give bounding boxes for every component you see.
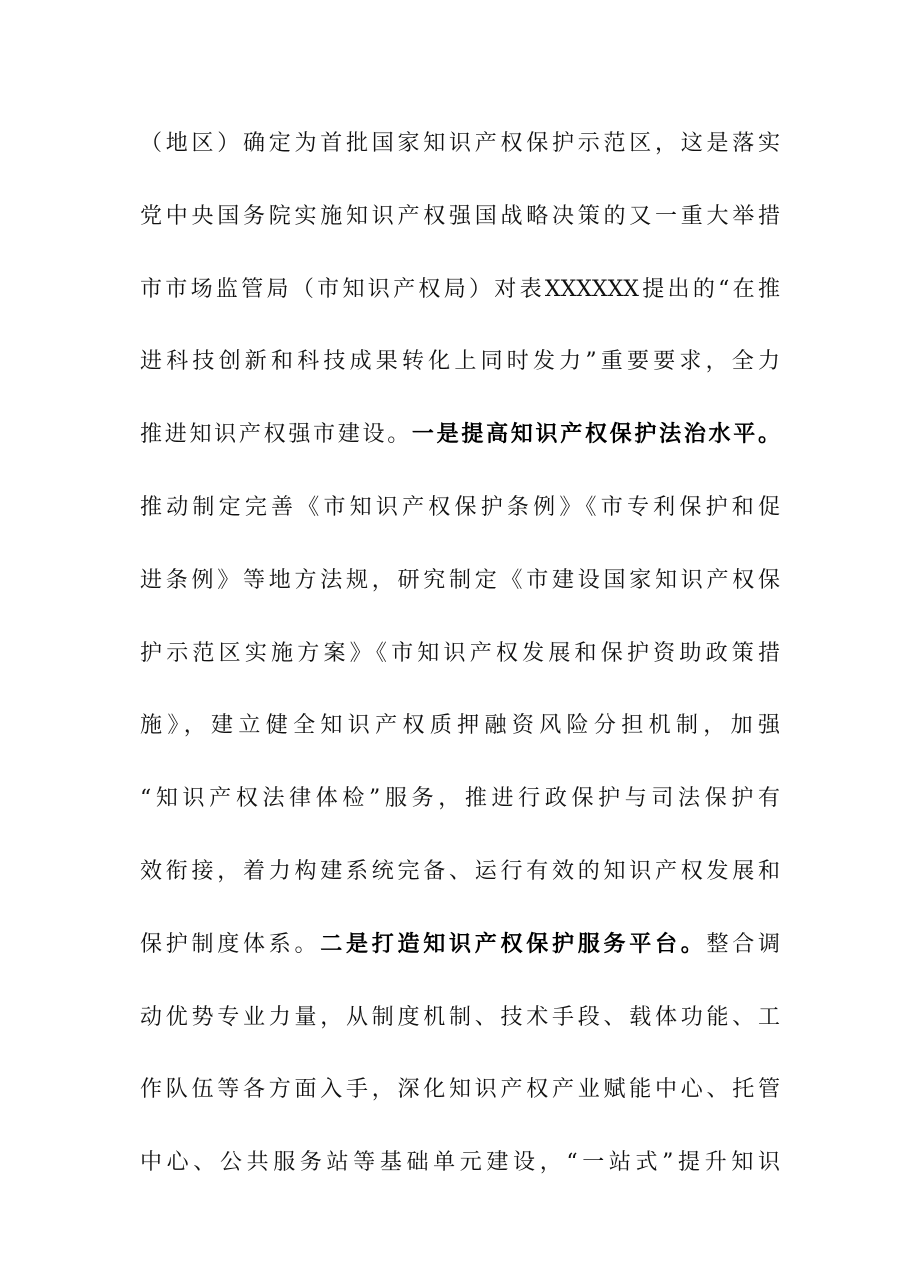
text-segment: 进条例》等地方法规，研究制定《市建设国家知识产权保: [140, 567, 780, 593]
text-line: [140, 1068, 780, 1141]
text-segment: 党中央国务院实施知识产权强国战略决策的又一重大举措: [140, 203, 780, 229]
text-line: [140, 486, 780, 559]
text-line: [140, 122, 780, 195]
text-segment: 整合调: [706, 931, 780, 957]
text-segment: 效衔接，着力构建系统完备、运行有效的知识产权发展和: [140, 858, 780, 884]
text-line: [140, 195, 780, 268]
bold-heading-segment: 二是打造知识产权保护服务平台。: [320, 931, 707, 957]
text-line: [140, 996, 780, 1069]
text-segment: 保护制度体系。: [140, 931, 321, 957]
text-line: [140, 923, 780, 996]
text-line: [140, 777, 780, 850]
text-line: [140, 413, 780, 486]
text-line: [140, 268, 780, 341]
bold-heading-segment: 一是提高知识产权保护法治水平。: [411, 422, 780, 448]
text-line: [140, 704, 780, 777]
text-line: [140, 850, 780, 923]
text-segment: 进科技创新和科技成果转化上同时发力”重要要求，全力: [140, 349, 780, 375]
text-segment: 中心、公共服务站等基础单元建设，“一站式”提升知识: [140, 1150, 780, 1176]
text-segment: （地区）确定为首批国家知识产权保护示范区，这是落实: [140, 131, 780, 156]
text-segment: 推动制定完善《市知识产权保护条例》《市专利保护和促: [140, 494, 780, 520]
text-segment: 推进知识产权强市建设。: [140, 422, 412, 448]
text-segment: 护示范区实施方案》《市知识产权发展和保护资助政策措: [140, 640, 780, 666]
text-line: [140, 340, 780, 413]
text-segment: 市市场监管局（市知识产权局）对表XXXXXX提出的“在推: [140, 276, 780, 302]
document-body: [140, 122, 780, 1214]
text-segment: “知识产权法律体检”服务，推进行政保护与司法保护有: [140, 786, 780, 812]
text-segment: 施》，建立健全知识产权质押融资风险分担机制，加强: [140, 713, 780, 739]
text-segment: 动优势专业力量，从制度机制、技术手段、载体功能、工: [140, 1004, 780, 1030]
text-line: [140, 1141, 780, 1214]
text-segment: 作队伍等各方面入手，深化知识产权产业赋能中心、托管: [140, 1077, 780, 1103]
text-line: [140, 632, 780, 705]
text-line: [140, 559, 780, 632]
